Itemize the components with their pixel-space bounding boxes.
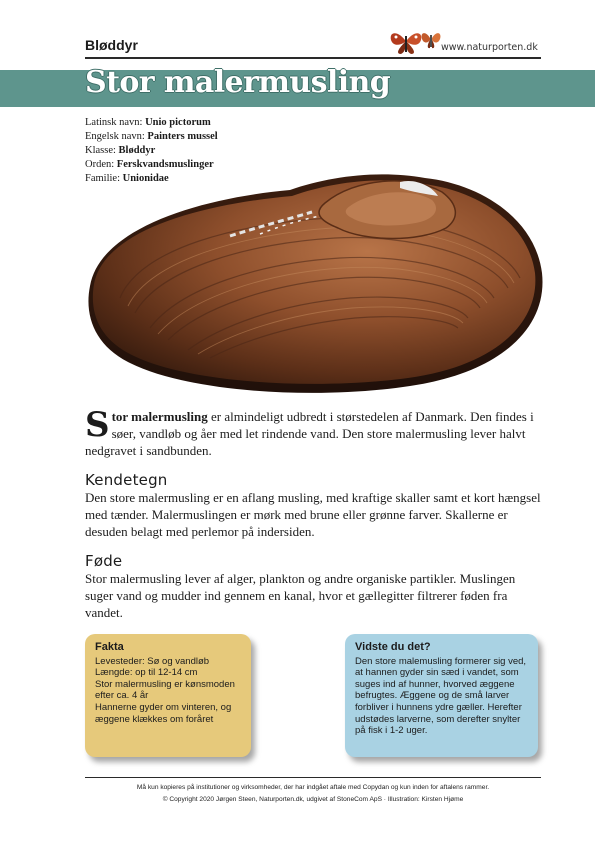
drop-cap: S	[85, 405, 110, 445]
heading-kendetegn: Kendetegn	[85, 471, 168, 489]
vidste-title: Vidste du det?	[355, 641, 431, 653]
fakta-box	[85, 634, 251, 757]
fakta-line: Længde: op til 12-14 cm	[95, 667, 198, 679]
fakta-line: Stor malermusling er kønsmoden efter ca. 4 år	[95, 678, 235, 702]
intro-bold: tor malermusling	[111, 409, 208, 424]
meta-family: Familie: Unionidae	[85, 173, 169, 184]
fakta-line: Levesteder: Sø og vandløb	[95, 655, 210, 667]
header-rule	[85, 57, 541, 59]
vidste-text: Den store malemusling formerer sig ved, at hannen gyder sin sæd i vandet, som suges ind af hunner, hvorved æggene befrugtes. Æggene og de små larver forbliver i hunnens ydre gæller. Herefter udstødes larverne, som derefter snylter på fisk i 1-2 uger.	[355, 655, 527, 737]
meta-order: Orden: Ferskvandsmuslinger	[85, 159, 214, 170]
meta-latin: Latinsk navn: Unio pictorum	[85, 117, 211, 128]
footer-rule	[85, 777, 541, 778]
meta-english: Engelsk navn: Painters mussel	[85, 131, 218, 142]
mussel-illustration	[80, 168, 550, 403]
category-label: Bløddyr	[85, 37, 138, 53]
footer-copyright: © Copyright 2020 Jørgen Steen, Naturporten.dk, udgivet af StoneCom ApS · Illustration: Kirsten Hjøme	[162, 796, 464, 803]
fakta-line: Hannerne gyder om vinteren, og æggene klækkes om foråret	[95, 701, 232, 725]
fakta-title: Fakta	[95, 641, 124, 653]
paragraph-kendetegn: Den store malermusling er en aflang musling, med kraftige skaller samt et kort hængsel med tænder. Malermuslingen er mørk med brune eller grønne farver. Skallerne er desuden belagt med perlemor på indersiden.	[85, 490, 541, 539]
intro-paragraph	[85, 405, 543, 459]
meta-class: Klasse: Bløddyr	[85, 145, 156, 156]
heading-fode: Føde	[85, 552, 123, 570]
vidste-box	[345, 634, 538, 757]
footer-copy-notice: Må kun kopieres på institutioner og virksomheder, der har indgået aftale med Copydan og kun inden for aftalens rammer.	[136, 784, 490, 791]
paragraph-fode: Stor malermusling lever af alger, plankton og andre organiske partikler. Muslingen suger vand og mudder ind gennem en kanal, hvor et gællegitter filtrerer føden fra vandet.	[85, 571, 516, 620]
page-title: Stor malermusling	[85, 65, 391, 100]
intro-text: er almindeligt udbredt i størstedelen af Danmark. Den findes i søer, vandløb og åer med let rindende vand. Den store malermusling lever halvt nedgravet i sandbunden.	[85, 409, 534, 458]
site-url[interactable]: www.naturporten.dk	[441, 42, 538, 53]
